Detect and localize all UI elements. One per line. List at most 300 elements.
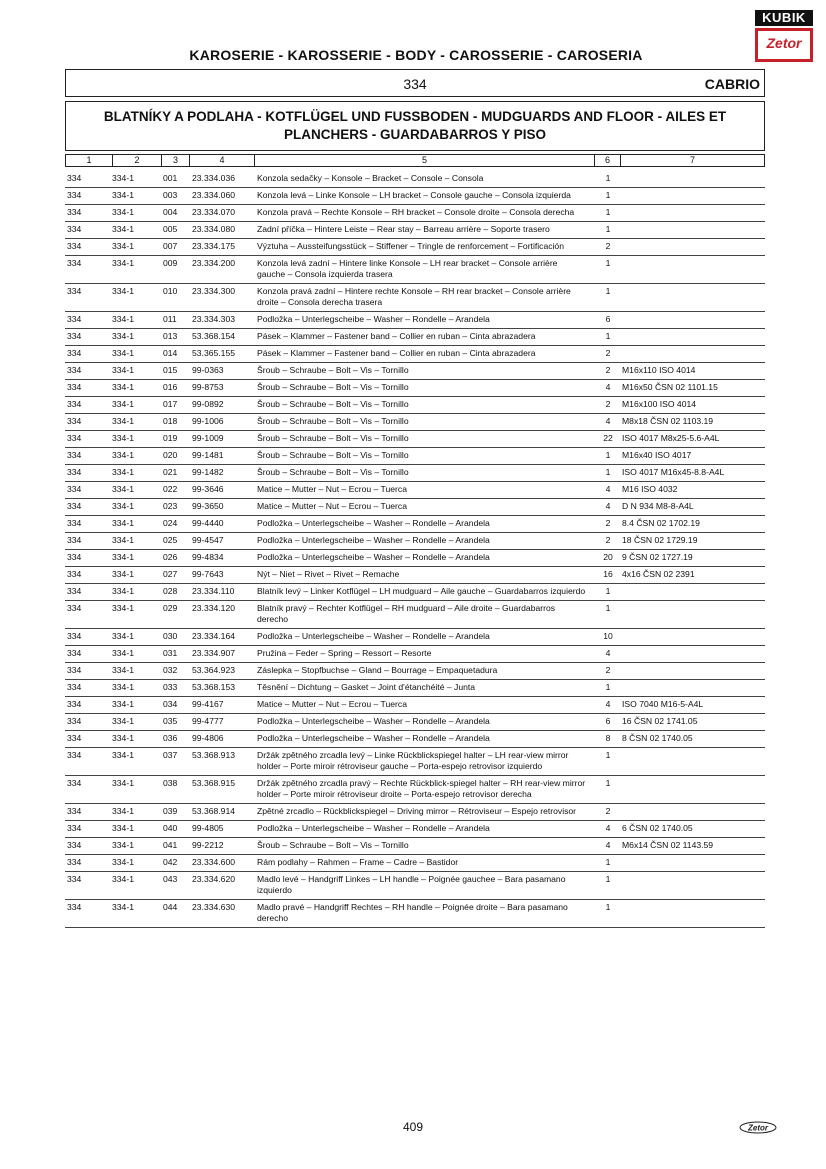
row-part-number: 99-4547 [192, 535, 224, 545]
row-description: Podložka – Unterlegscheibe – Washer – Rondelle – Arandela [257, 552, 490, 562]
row-assembly: 334-1 [112, 399, 134, 409]
subtitle-box [65, 101, 765, 151]
column-header-3: 3 [161, 155, 189, 166]
row-part-number: 99-7643 [192, 569, 224, 579]
row-quantity: 2 [605, 348, 611, 358]
group-code: 334 [403, 76, 427, 92]
row-assembly: 334-1 [112, 190, 134, 200]
row-part-number: 23.334.070 [192, 207, 236, 217]
row-assembly: 334-1 [112, 314, 134, 324]
table-row [65, 663, 765, 680]
row-position: 011 [163, 314, 177, 324]
row-assembly: 334-1 [112, 874, 134, 884]
table-row [65, 431, 765, 448]
row-part-number: 99-4805 [192, 823, 224, 833]
row-position: 009 [163, 258, 178, 268]
row-part-number: 99-4440 [192, 518, 224, 528]
row-position: 017 [163, 399, 178, 409]
row-position: 028 [163, 586, 178, 596]
row-quantity: 4 [605, 484, 611, 494]
row-quantity: 10 [603, 631, 613, 641]
row-group: 334 [67, 823, 82, 833]
row-assembly: 334-1 [112, 569, 134, 579]
row-quantity: 20 [603, 552, 613, 562]
row-part-number: 99-1481 [192, 450, 224, 460]
row-group: 334 [67, 241, 82, 251]
table-row [65, 748, 765, 776]
row-assembly: 334-1 [112, 716, 134, 726]
footer-logo-text: Zetor [748, 1123, 768, 1133]
table-row [65, 346, 765, 363]
row-group: 334 [67, 750, 82, 760]
row-assembly: 334-1 [112, 365, 134, 375]
row-position: 042 [163, 857, 178, 867]
row-description: Zadní příčka – Hintere Leiste – Rear stay – Barreau arrière – Soporte trasero [257, 224, 550, 234]
row-part-number: 99-3646 [192, 484, 224, 494]
row-group: 334 [67, 467, 82, 477]
row-part-number: 23.334.164 [192, 631, 236, 641]
row-assembly: 334-1 [112, 586, 134, 596]
row-assembly: 334-1 [112, 648, 134, 658]
row-description: Madlo levé – Handgriff Linkes – LH handle – Poignée gauchee – Bara pasamano izquierdo [257, 874, 566, 895]
row-part-number: 99-4777 [192, 716, 224, 726]
row-note: ISO 4017 M16x45-8.8-A4L [622, 467, 725, 477]
row-assembly: 334-1 [112, 382, 134, 392]
row-description: Šroub – Schraube – Bolt – Vis – Tornillo [257, 382, 409, 392]
row-position: 033 [163, 682, 178, 692]
table-header [65, 154, 765, 167]
row-assembly: 334-1 [112, 258, 134, 268]
row-group: 334 [67, 733, 82, 743]
table-row [65, 550, 765, 567]
row-group: 334 [67, 648, 82, 658]
row-quantity: 2 [605, 365, 611, 375]
row-quantity: 2 [605, 518, 611, 528]
zetor-logo-text: Zetor [766, 35, 802, 51]
row-quantity: 1 [605, 682, 611, 692]
row-quantity: 16 [603, 569, 613, 579]
row-group: 334 [67, 314, 82, 324]
table-row [65, 838, 765, 855]
row-group: 334 [67, 631, 82, 641]
table-row [65, 256, 765, 284]
row-assembly: 334-1 [112, 416, 134, 426]
page-number: 409 [402, 1120, 424, 1134]
row-position: 043 [163, 874, 178, 884]
table-row [65, 414, 765, 431]
row-position: 034 [163, 699, 178, 709]
row-position: 039 [163, 806, 178, 816]
row-description: Matice – Mutter – Nut – Ecrou – Tuerca [257, 501, 407, 511]
row-note: M16x110 ISO 4014 [622, 365, 696, 375]
row-quantity: 1 [605, 750, 611, 760]
row-part-number: 99-0363 [192, 365, 224, 375]
row-description: Záslepka – Stopfbuchse – Gland – Bourrage – Empaquetadura [257, 665, 498, 675]
column-header-2: 2 [112, 155, 161, 166]
row-part-number: 23.334.110 [192, 586, 235, 596]
row-assembly: 334-1 [112, 631, 134, 641]
row-position: 031 [163, 648, 178, 658]
row-description: Rám podlahy – Rahmen – Frame – Cadre – Bastidor [257, 857, 459, 867]
row-assembly: 334-1 [112, 750, 134, 760]
row-quantity: 1 [605, 173, 611, 183]
row-position: 019 [163, 433, 178, 443]
row-part-number: 23.334.620 [192, 874, 236, 884]
column-header-6: 6 [594, 155, 620, 166]
row-group: 334 [67, 716, 82, 726]
row-quantity: 4 [605, 699, 611, 709]
row-group: 334 [67, 840, 82, 850]
row-group: 334 [67, 331, 82, 341]
row-group: 334 [67, 586, 82, 596]
row-part-number: 23.334.175 [192, 241, 236, 251]
row-description: Konzola pravá – Rechte Konsole – RH bracket – Console droite – Consola derecha [257, 207, 575, 217]
row-description: Podložka – Unterlegscheibe – Washer – Rondelle – Arandela [257, 314, 490, 324]
row-position: 030 [163, 631, 178, 641]
row-assembly: 334-1 [112, 823, 134, 833]
row-position: 035 [163, 716, 178, 726]
row-assembly: 334-1 [112, 450, 134, 460]
table-row [65, 312, 765, 329]
row-quantity: 2 [605, 665, 611, 675]
row-position: 029 [163, 603, 178, 613]
row-part-number: 23.334.036 [192, 173, 236, 183]
row-group: 334 [67, 416, 82, 426]
row-position: 016 [163, 382, 178, 392]
row-assembly: 334-1 [112, 733, 134, 743]
row-group: 334 [67, 365, 82, 375]
table-row [65, 601, 765, 629]
row-quantity: 1 [605, 286, 611, 296]
row-quantity: 2 [605, 399, 611, 409]
row-quantity: 4 [605, 501, 611, 511]
row-assembly: 334-1 [112, 699, 134, 709]
row-note: M16x40 ISO 4017 [622, 450, 692, 460]
row-assembly: 334-1 [112, 518, 134, 528]
table-row [65, 397, 765, 414]
table-row [65, 205, 765, 222]
row-position: 015 [163, 365, 178, 375]
table-row [65, 380, 765, 397]
row-part-number: 99-4806 [192, 733, 224, 743]
row-part-number: 53.368.914 [192, 806, 236, 816]
row-part-number: 23.334.060 [192, 190, 236, 200]
row-quantity: 2 [605, 535, 611, 545]
row-description: Výztuha – Aussteifungsstück – Stiffener – Tringle de renforcement – Fortificación [257, 241, 564, 251]
row-position: 044 [163, 902, 178, 912]
row-assembly: 334-1 [112, 224, 134, 234]
row-description: Podložka – Unterlegscheibe – Washer – Rondelle – Arandela [257, 631, 490, 641]
row-description: Zpětné zrcadlo – Rückblickspiegel – Driving mirror – Rétroviseur – Espejo retrovisor [257, 806, 577, 816]
row-position: 021 [163, 467, 178, 477]
row-position: 038 [163, 778, 178, 788]
table-row [65, 646, 765, 663]
row-quantity: 4 [605, 840, 611, 850]
table-row [65, 284, 765, 312]
table-row [65, 239, 765, 256]
row-part-number: 23.334.200 [192, 258, 236, 268]
row-note: M16x100 ISO 4014 [622, 399, 697, 409]
row-assembly: 334-1 [112, 665, 134, 675]
row-assembly: 334-1 [112, 286, 134, 296]
row-description: Pásek – Klammer – Fastener band – Collier en ruban – Cinta abrazadera [257, 348, 536, 358]
table-row [65, 516, 765, 533]
row-position: 010 [163, 286, 178, 296]
row-part-number: 99-1482 [192, 467, 224, 477]
row-group: 334 [67, 806, 82, 816]
row-note: D N 934 M8-8-A4L [622, 501, 694, 511]
section-title: KAROSERIE - KAROSSERIE - BODY - CAROSSERIE - CAROSERIA [189, 47, 643, 63]
row-note: M16x50 ČSN 02 1101.15 [622, 382, 718, 392]
row-note: 18 ČSN 02 1729.19 [622, 535, 698, 545]
row-group: 334 [67, 857, 82, 867]
row-description: Nýt – Niet – Rivet – Rivet – Remache [257, 569, 400, 579]
row-quantity: 1 [605, 586, 611, 596]
row-description: Madlo pravé – Handgriff Rechtes – RH handle – Poignée droite – Bara pasamano derecho [257, 902, 568, 923]
row-quantity: 1 [605, 331, 611, 341]
parts-table [65, 171, 765, 928]
row-assembly: 334-1 [112, 207, 134, 217]
row-group: 334 [67, 348, 82, 358]
row-assembly: 334-1 [112, 331, 134, 341]
row-group: 334 [67, 484, 82, 494]
row-description: Šroub – Schraube – Bolt – Vis – Tornillo [257, 416, 409, 426]
row-part-number: 99-2212 [192, 840, 224, 850]
table-row [65, 697, 765, 714]
row-quantity: 1 [605, 450, 611, 460]
table-row [65, 171, 765, 188]
row-group: 334 [67, 569, 82, 579]
row-assembly: 334-1 [112, 840, 134, 850]
row-quantity: 1 [605, 603, 611, 613]
row-description: Podložka – Unterlegscheibe – Washer – Rondelle – Arandela [257, 823, 490, 833]
row-assembly: 334-1 [112, 857, 134, 867]
row-part-number: 99-4167 [192, 699, 224, 709]
row-quantity: 1 [605, 778, 611, 788]
row-group: 334 [67, 535, 82, 545]
row-part-number: 53.365.155 [192, 348, 236, 358]
row-quantity: 22 [603, 433, 613, 443]
table-row [65, 567, 765, 584]
row-note: 16 ČSN 02 1741.05 [622, 716, 698, 726]
row-quantity: 4 [605, 382, 611, 392]
row-assembly: 334-1 [112, 806, 134, 816]
row-position: 014 [163, 348, 178, 358]
row-description: Blatník pravý – Rechter Kotflügel – RH mudguard – Aile droite – Guardabarros derecho [257, 603, 556, 624]
row-description: Konzola levá – Linke Konsole – LH bracket – Console gauche – Consola izquierda [257, 190, 571, 200]
row-description: Držák zpětného zrcadla pravý – Rechte Rückblick-spiegel halter – RH rear-view mirror holder – Porte miroir rétroviseur droite – Porta-espejo retrovisor derecha [257, 778, 586, 799]
column-header-1: 1 [86, 155, 92, 165]
column-header-4: 4 [189, 155, 254, 166]
page-subtitle: BLATNÍKY A PODLAHA - KOTFLÜGEL UND FUSSBODEN - MUDGUARDS AND FLOOR - AILES ET PLANCHERS - GUARDABARROS Y PISO [103, 109, 727, 142]
row-group: 334 [67, 450, 82, 460]
row-description: Konzola sedačky – Konsole – Bracket – Console – Consola [257, 173, 484, 183]
row-part-number: 23.334.303 [192, 314, 236, 324]
row-group: 334 [67, 699, 82, 709]
row-group: 334 [67, 501, 82, 511]
row-position: 018 [163, 416, 178, 426]
row-note: M8x18 ČSN 02 1103.19 [622, 416, 714, 426]
row-part-number: 53.368.913 [192, 750, 236, 760]
kubik-logo-text: KUBIK [755, 10, 813, 26]
row-description: Matice – Mutter – Nut – Ecrou – Tuerca [257, 484, 407, 494]
row-group: 334 [67, 552, 82, 562]
row-part-number: 99-8753 [192, 382, 224, 392]
row-note: M6x14 ČSN 02 1143.59 [622, 840, 714, 850]
table-row [65, 714, 765, 731]
row-assembly: 334-1 [112, 433, 134, 443]
row-position: 001 [163, 173, 178, 183]
table-row [65, 448, 765, 465]
row-assembly: 334-1 [112, 902, 134, 912]
row-position: 007 [163, 241, 178, 251]
row-position: 032 [163, 665, 178, 675]
row-group: 334 [67, 778, 82, 788]
table-row [65, 533, 765, 550]
row-group: 334 [67, 518, 82, 528]
row-group: 334 [67, 258, 82, 268]
zetor-footer-logo [739, 1121, 777, 1134]
table-row [65, 821, 765, 838]
row-note: 8.4 ČSN 02 1702.19 [622, 518, 700, 528]
row-description: Podložka – Unterlegscheibe – Washer – Rondelle – Arandela [257, 716, 490, 726]
table-row [65, 499, 765, 516]
row-quantity: 1 [605, 224, 611, 234]
row-part-number: 99-0892 [192, 399, 224, 409]
column-header-5: 5 [254, 155, 594, 166]
group-model: CABRIO [704, 76, 760, 92]
row-quantity: 4 [605, 648, 611, 658]
row-position: 020 [163, 450, 178, 460]
table-row [65, 329, 765, 346]
row-quantity: 1 [605, 902, 611, 912]
row-group: 334 [67, 173, 82, 183]
row-quantity: 4 [605, 416, 611, 426]
row-quantity: 8 [605, 733, 611, 743]
row-assembly: 334-1 [112, 535, 134, 545]
group-header [65, 69, 765, 97]
row-quantity: 1 [605, 874, 611, 884]
row-part-number: 99-1006 [192, 416, 224, 426]
row-group: 334 [67, 224, 82, 234]
row-group: 334 [67, 665, 82, 675]
row-part-number: 23.334.600 [192, 857, 236, 867]
row-part-number: 99-3650 [192, 501, 224, 511]
row-description: Šroub – Schraube – Bolt – Vis – Tornillo [257, 840, 409, 850]
row-position: 025 [163, 535, 178, 545]
row-position: 022 [163, 484, 178, 494]
row-description: Držák zpětného zrcadla levý – Linke Rückblickspiegel halter – LH rear-view mirror holder – Porte miroir rétroviseur gauche – Porta-espejo retrovisor izquierdo [257, 750, 569, 771]
row-part-number: 23.334.120 [192, 603, 236, 613]
table-row [65, 731, 765, 748]
row-part-number: 23.334.300 [192, 286, 236, 296]
row-position: 003 [163, 190, 178, 200]
row-description: Podložka – Unterlegscheibe – Washer – Rondelle – Arandela [257, 733, 490, 743]
row-part-number: 53.368.153 [192, 682, 236, 692]
row-part-number: 53.368.154 [192, 331, 236, 341]
row-note: 6 ČSN 02 1740.05 [622, 823, 693, 833]
table-row [65, 465, 765, 482]
row-position: 037 [163, 750, 178, 760]
row-description: Podložka – Unterlegscheibe – Washer – Rondelle – Arandela [257, 518, 490, 528]
row-group: 334 [67, 603, 82, 613]
row-note: M16 ISO 4032 [622, 484, 678, 494]
table-row [65, 855, 765, 872]
table-row [65, 363, 765, 380]
row-group: 334 [67, 902, 82, 912]
row-description: Blatník levý – Linker Kotflügel – LH mudguard – Aile gauche – Guardabarros izquierdo [257, 586, 586, 596]
row-position: 023 [163, 501, 178, 511]
row-note: ISO 4017 M8x25-5.6-A4L [622, 433, 720, 443]
row-quantity: 1 [605, 190, 611, 200]
table-row [65, 776, 765, 804]
row-group: 334 [67, 433, 82, 443]
row-quantity: 1 [605, 467, 611, 477]
row-description: Šroub – Schraube – Bolt – Vis – Tornillo [257, 433, 409, 443]
row-quantity: 6 [605, 314, 611, 324]
row-quantity: 2 [605, 806, 611, 816]
row-quantity: 1 [605, 207, 611, 217]
row-part-number: 99-1009 [192, 433, 224, 443]
row-note: 4x16 ČSN 02 2391 [622, 569, 695, 579]
row-note: 8 ČSN 02 1740.05 [622, 733, 693, 743]
row-part-number: 53.368.915 [192, 778, 236, 788]
row-group: 334 [67, 874, 82, 884]
row-group: 334 [67, 286, 82, 296]
row-quantity: 1 [605, 857, 611, 867]
table-row [65, 188, 765, 205]
row-description: Šroub – Schraube – Bolt – Vis – Tornillo [257, 399, 409, 409]
table-row [65, 584, 765, 601]
row-assembly: 334-1 [112, 778, 134, 788]
row-part-number: 53.364.923 [192, 665, 236, 675]
row-assembly: 334-1 [112, 501, 134, 511]
row-part-number: 23.334.630 [192, 902, 236, 912]
table-row [65, 222, 765, 239]
row-assembly: 334-1 [112, 682, 134, 692]
row-position: 024 [163, 518, 178, 528]
table-row [65, 872, 765, 900]
row-group: 334 [67, 207, 82, 217]
row-group: 334 [67, 382, 82, 392]
row-description: Konzola levá zadní – Hintere linke Konsole – LH rear bracket – Console arrière gauche – Consola izquierda trasera [257, 258, 558, 279]
row-position: 013 [163, 331, 178, 341]
row-quantity: 4 [605, 823, 611, 833]
row-assembly: 334-1 [112, 484, 134, 494]
row-position: 036 [163, 733, 178, 743]
row-assembly: 334-1 [112, 552, 134, 562]
row-assembly: 334-1 [112, 348, 134, 358]
row-description: Podložka – Unterlegscheibe – Washer – Rondelle – Arandela [257, 535, 490, 545]
row-description: Matice – Mutter – Nut – Ecrou – Tuerca [257, 699, 407, 709]
row-assembly: 334-1 [112, 241, 134, 251]
row-quantity: 1 [605, 258, 611, 268]
row-description: Těsnění – Dichtung – Gasket – Joint d'étanchéité – Junta [257, 682, 476, 692]
table-row [65, 482, 765, 499]
table-row [65, 629, 765, 646]
row-description: Pružina – Feder – Spring – Ressort – Resorte [257, 648, 432, 658]
table-row [65, 804, 765, 821]
row-position: 004 [163, 207, 178, 217]
row-group: 334 [67, 399, 82, 409]
row-quantity: 6 [605, 716, 611, 726]
row-part-number: 23.334.080 [192, 224, 236, 234]
row-description: Konzola pravá zadní – Hintere rechte Konsole – RH rear bracket – Console arrière droite – Consola derecha trasera [257, 286, 571, 307]
row-description: Šroub – Schraube – Bolt – Vis – Tornillo [257, 365, 409, 375]
row-assembly: 334-1 [112, 603, 134, 613]
row-note: ISO 7040 M16-5-A4L [622, 699, 704, 709]
row-position: 040 [163, 823, 178, 833]
